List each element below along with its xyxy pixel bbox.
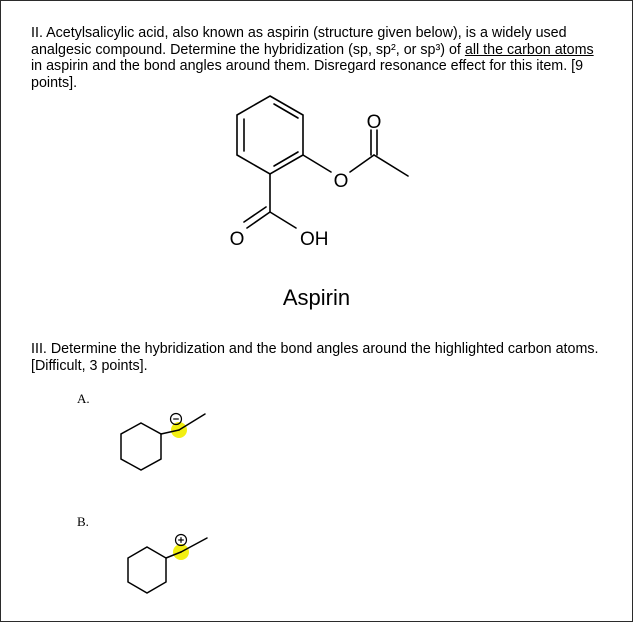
question-2-underlined: all the carbon atoms	[464, 41, 594, 58]
aspirin-hydroxyl: OH	[300, 229, 329, 250]
aspirin-ester-carbonyl-oxygen: O	[366, 112, 382, 133]
aspirin-bond-acidC-O-a	[247, 212, 270, 228]
aspirin-acid-carbonyl-oxygen: O	[229, 229, 245, 250]
aspirin-bond-ring-esterO	[303, 155, 331, 172]
structure-b	[128, 535, 207, 594]
aspirin-ester-oxygen: O	[333, 171, 349, 192]
aspirin-benzene-ring	[237, 96, 303, 174]
question-2-part1: II. Acetylsalicylic acid, also known as aspirin (structure given below), is a widely used analgesic compound. Determine the hybridization (sp, sp², or sp³) of	[31, 25, 567, 58]
aspirin-bond-esterO-C	[350, 155, 374, 172]
question-3-text: III. Determine the hybridization and the bond angles around the highlighted carbon atoms. [Difficult, 3 points].	[31, 341, 599, 374]
aspirin-structure	[237, 96, 408, 228]
aspirin-caption: Aspirin	[282, 285, 351, 310]
structure-a-cyclohexane	[121, 423, 161, 470]
structure-a-bond-C-methyl	[179, 414, 205, 430]
question-2-part2: in aspirin and the bond angles around them. Disregard resonance effect for this item. [9 points].	[31, 58, 584, 91]
aspirin-bond-acidC-OH	[270, 212, 296, 228]
item-a-label: A.	[77, 391, 90, 406]
structure-a	[121, 414, 205, 471]
structure-b-bond-C-methyl	[181, 538, 207, 552]
structure-b-cyclohexane	[128, 547, 166, 593]
item-b-label: B.	[77, 514, 89, 529]
aspirin-bond-C-methyl	[374, 155, 408, 176]
aspirin-bond-acidC-O-b	[244, 207, 266, 222]
